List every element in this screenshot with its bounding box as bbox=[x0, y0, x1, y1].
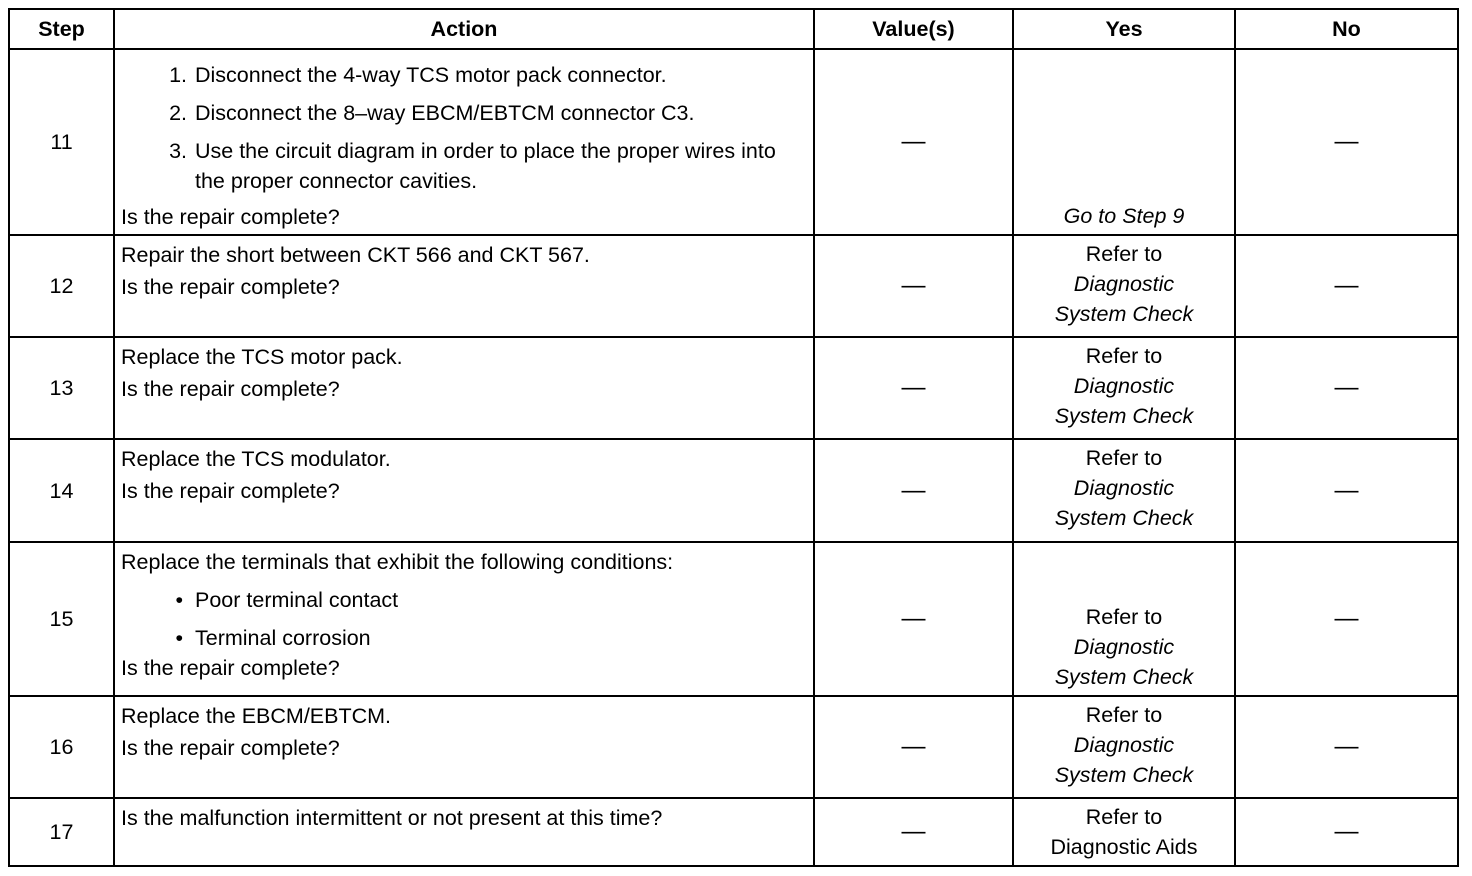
condition-list bbox=[121, 585, 807, 653]
step-number: 15 bbox=[9, 542, 114, 696]
step-number: 17 bbox=[9, 798, 114, 866]
table-row bbox=[9, 337, 1458, 439]
step-number: 13 bbox=[9, 337, 114, 439]
no-cell: — bbox=[1235, 439, 1458, 542]
no-cell: — bbox=[1235, 542, 1458, 696]
step-number: 11 bbox=[9, 49, 114, 235]
value-cell: — bbox=[814, 337, 1013, 439]
action-cell bbox=[114, 798, 814, 866]
question-text: Is the malfunction intermittent or not present at this time? bbox=[121, 806, 663, 830]
diagnostic-table bbox=[8, 8, 1459, 867]
list-item: 3. Use the circuit diagram in order to place the proper wires into the proper connector cavities. bbox=[169, 139, 776, 193]
question-text: Is the repair complete? bbox=[121, 479, 340, 503]
question-text: Is the repair complete? bbox=[121, 736, 340, 760]
action-text: Replace the TCS modulator. bbox=[121, 447, 391, 471]
no-cell: — bbox=[1235, 696, 1458, 798]
yes-cell: Refer to Diagnostic System Check bbox=[1013, 542, 1235, 696]
action-text: Replace the EBCM/EBTCM. bbox=[121, 704, 392, 728]
list-item: • Poor terminal contact bbox=[175, 588, 399, 612]
table-row bbox=[9, 798, 1458, 866]
go-to-step-link-text: Go to Step 9 bbox=[1063, 204, 1185, 228]
question-text: Is the repair complete? bbox=[121, 377, 340, 401]
yes-cell: Refer to Diagnostic Aids bbox=[1013, 798, 1235, 866]
header-yes: Yes bbox=[1013, 9, 1235, 49]
action-cell bbox=[114, 235, 814, 337]
value-cell: — bbox=[814, 235, 1013, 337]
question-text: Is the repair complete? bbox=[121, 275, 340, 299]
list-item: • Terminal corrosion bbox=[175, 626, 371, 650]
action-cell bbox=[114, 439, 814, 542]
action-cell bbox=[114, 337, 814, 439]
no-cell: — bbox=[1235, 49, 1458, 235]
step-number: 14 bbox=[9, 439, 114, 542]
no-cell: — bbox=[1235, 798, 1458, 866]
table-row bbox=[9, 542, 1458, 696]
table-row bbox=[9, 439, 1458, 542]
step-number: 16 bbox=[9, 696, 114, 798]
action-text: Repair the short between CKT 566 and CKT 567. bbox=[121, 243, 590, 267]
table-row bbox=[9, 235, 1458, 337]
header-row bbox=[9, 9, 1458, 49]
action-cell bbox=[114, 696, 814, 798]
question-text: Is the repair complete? bbox=[121, 205, 340, 229]
list-item: 2. Disconnect the 8–way EBCM/EBTCM connector C3. bbox=[169, 101, 695, 125]
value-cell: — bbox=[814, 49, 1013, 235]
step-number: 12 bbox=[9, 235, 114, 337]
table-row bbox=[9, 49, 1458, 235]
question-text: Is the repair complete? bbox=[121, 656, 340, 680]
value-cell: — bbox=[814, 439, 1013, 542]
header-action: Action bbox=[114, 9, 814, 49]
header-values: Value(s) bbox=[814, 9, 1013, 49]
value-cell: — bbox=[814, 696, 1013, 798]
yes-cell: Refer to Diagnostic System Check bbox=[1013, 439, 1235, 542]
no-cell: — bbox=[1235, 235, 1458, 337]
no-cell: — bbox=[1235, 337, 1458, 439]
action-cell bbox=[114, 49, 814, 235]
yes-cell: Refer to Diagnostic System Check bbox=[1013, 235, 1235, 337]
action-steps bbox=[121, 60, 807, 196]
yes-cell: Refer to Diagnostic System Check bbox=[1013, 696, 1235, 798]
yes-cell bbox=[1013, 49, 1235, 235]
table-row bbox=[9, 696, 1458, 798]
action-text: Replace the TCS motor pack. bbox=[121, 345, 403, 369]
yes-cell: Refer to Diagnostic System Check bbox=[1013, 337, 1235, 439]
value-cell: — bbox=[814, 798, 1013, 866]
header-step: Step bbox=[9, 9, 114, 49]
list-item: 1. Disconnect the 4-way TCS motor pack connector. bbox=[169, 63, 667, 87]
value-cell: — bbox=[814, 542, 1013, 696]
header-no: No bbox=[1235, 9, 1458, 49]
action-text: Replace the terminals that exhibit the following conditions: bbox=[121, 550, 674, 574]
action-cell bbox=[114, 542, 814, 696]
